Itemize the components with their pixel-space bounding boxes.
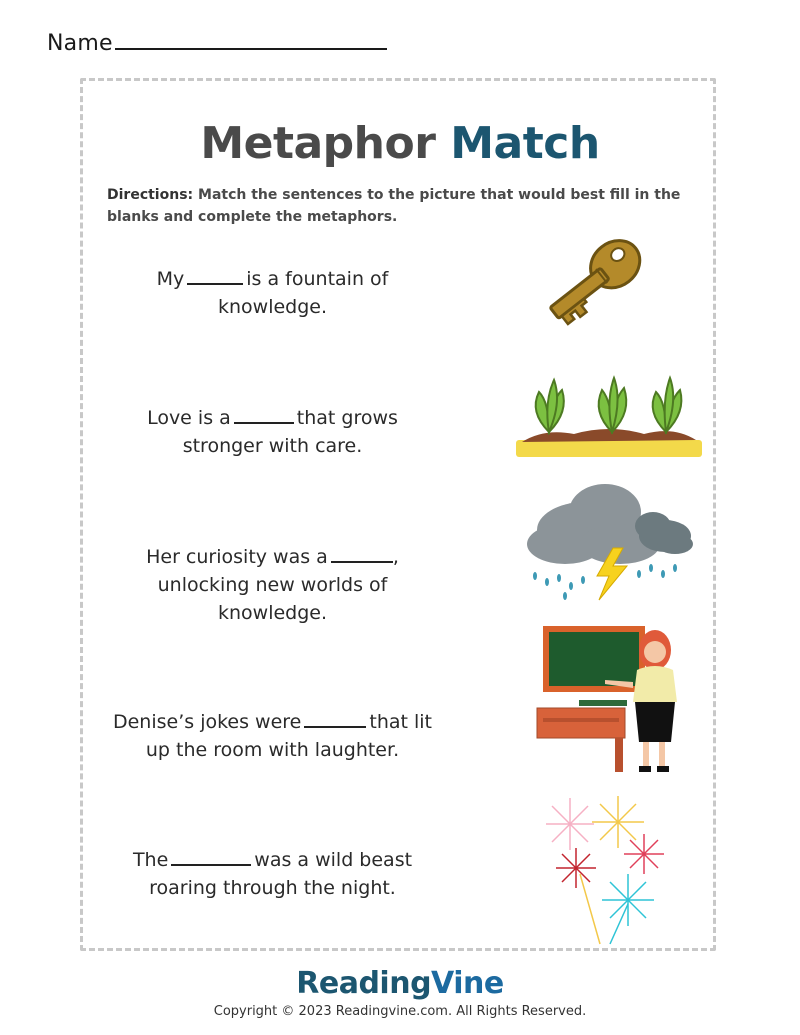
sentence-5 [100, 846, 445, 902]
sentence-4-pre: Denise’s jokes were [112, 711, 302, 733]
sentence-4-post: that lit [369, 711, 433, 733]
brand-part-2: Vine [431, 966, 504, 1001]
title-part-1: Metaphor [200, 118, 436, 169]
sentence-3-pre: Her curiosity was a [146, 546, 328, 568]
directions-text: Match the sentences to the picture that would best fill in the blanks and complete the metaphors. [107, 187, 681, 225]
name-label: Name [47, 31, 113, 56]
sentence-1 [100, 265, 445, 321]
sentence-4-line2: up the room with laughter. [145, 739, 400, 761]
teacher-icon[interactable] [535, 624, 685, 776]
sentence-4 [100, 708, 445, 764]
directions [107, 184, 687, 228]
sentence-2-line2: stronger with care. [182, 435, 363, 457]
sentence-3-line3: knowledge. [217, 602, 328, 624]
sentence-4-blank[interactable] [304, 712, 366, 728]
sentence-1-line2: knowledge. [217, 296, 328, 318]
storm-cloud-icon[interactable] [525, 478, 695, 604]
sentence-5-pre: The [132, 849, 169, 871]
sentence-1-post: is a fountain of [246, 268, 389, 290]
key-icon[interactable] [545, 236, 670, 356]
name-field[interactable] [47, 30, 387, 56]
sentence-3-line2: unlocking new worlds of [157, 574, 388, 596]
garden-icon[interactable] [514, 372, 704, 462]
page-title [0, 118, 800, 169]
brand-part-1: Reading [296, 966, 432, 1001]
sentence-2 [100, 404, 445, 460]
sentence-5-line2: roaring through the night. [149, 877, 396, 899]
brand-logo [0, 966, 800, 1001]
sentence-2-pre: Love is a [147, 407, 231, 429]
sentence-5-post: was a wild beast [254, 849, 413, 871]
title-part-2: Match [450, 118, 600, 169]
sentence-5-blank[interactable] [171, 850, 251, 866]
copyright: Copyright © 2023 Readingvine.com. All Rights Reserved. [213, 1004, 587, 1019]
sentence-2-post: that grows [296, 407, 398, 429]
sentence-1-pre: My [156, 268, 185, 290]
sentence-2-blank[interactable] [234, 408, 294, 424]
fireworks-icon[interactable] [540, 794, 680, 950]
sentence-3 [100, 543, 445, 627]
sentence-1-blank[interactable] [187, 269, 243, 285]
sentence-3-post: , [392, 546, 399, 568]
directions-label: Directions: [107, 187, 194, 203]
name-blank-line[interactable] [115, 30, 387, 50]
sentence-3-blank[interactable] [331, 547, 393, 563]
